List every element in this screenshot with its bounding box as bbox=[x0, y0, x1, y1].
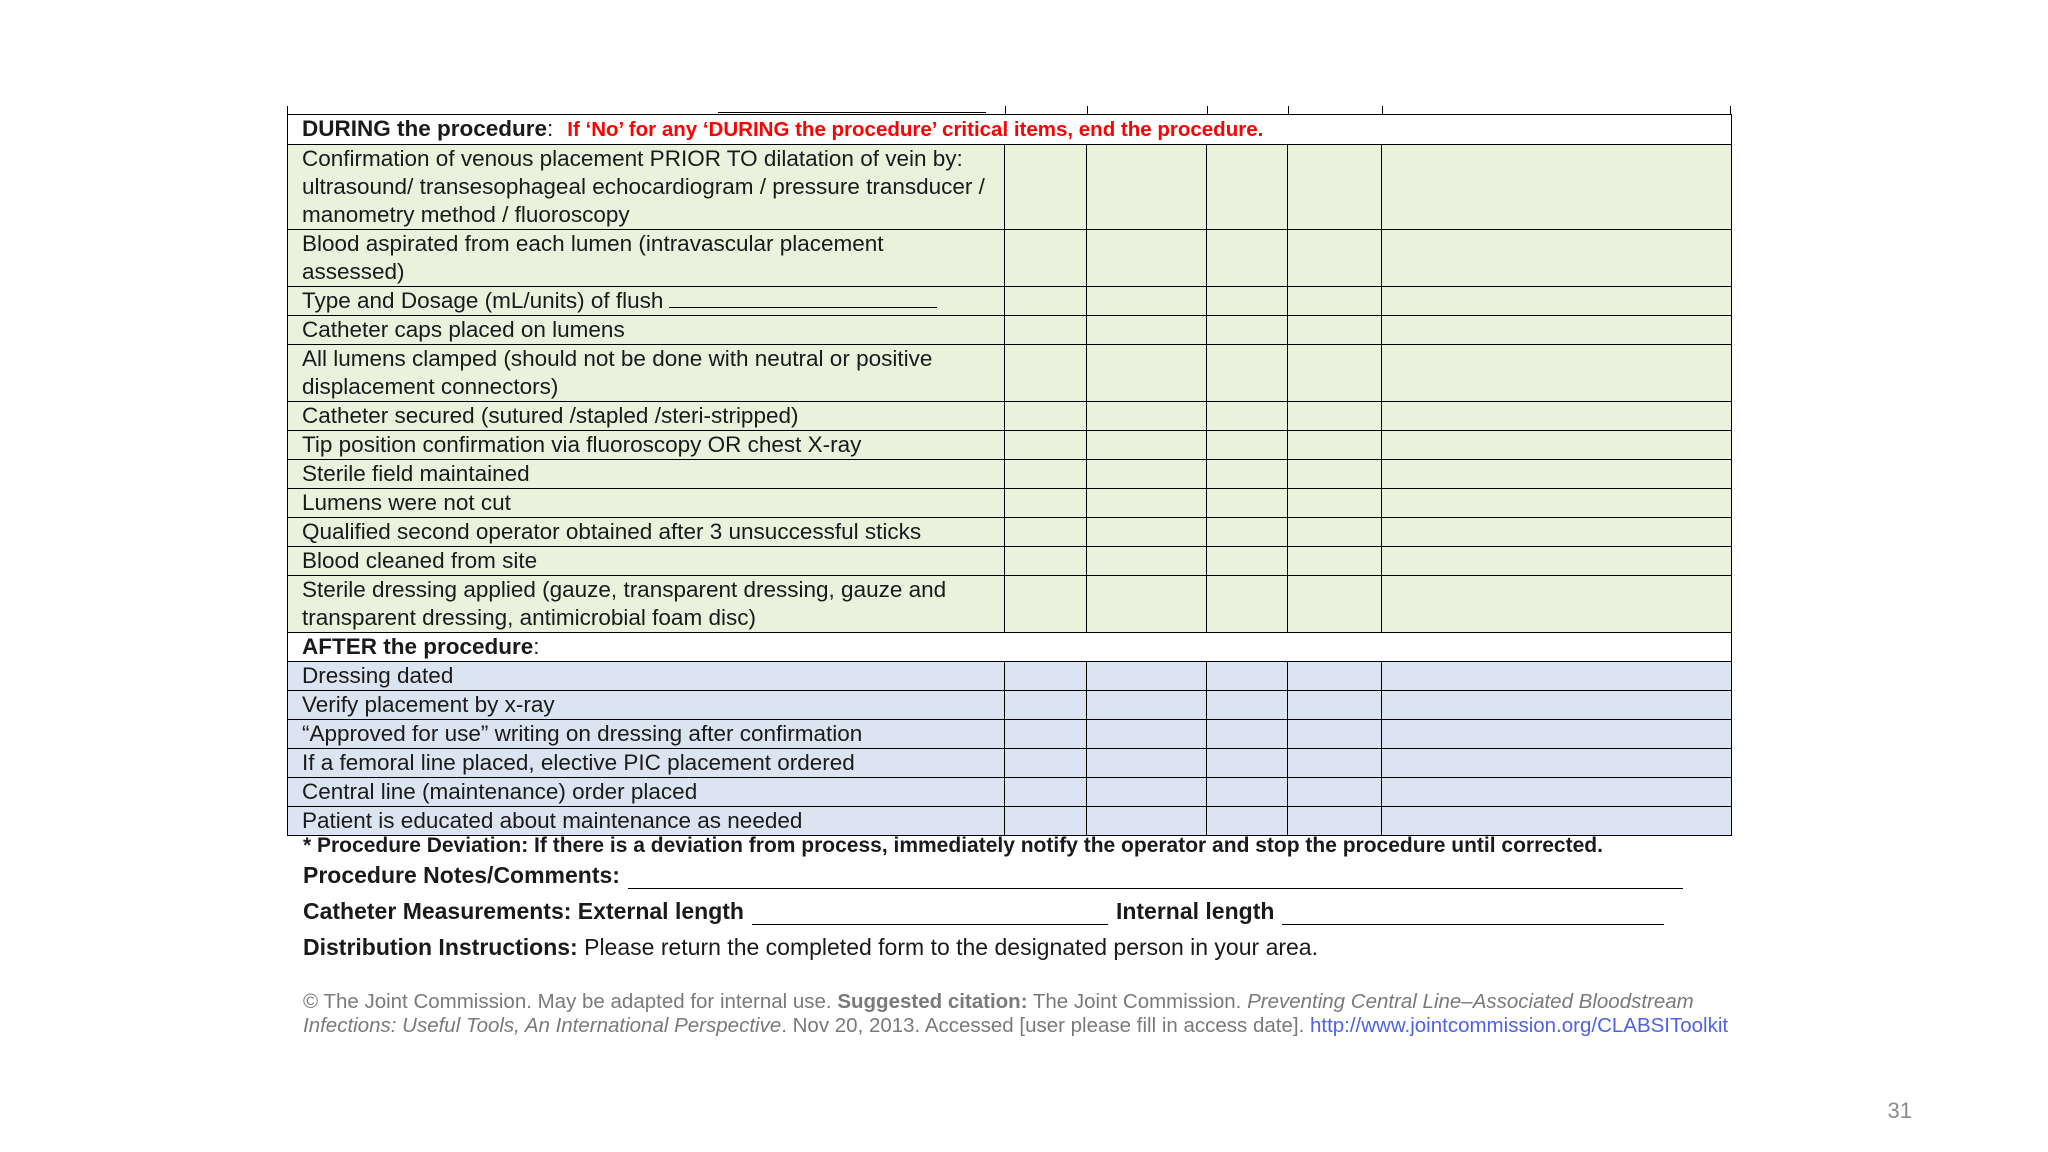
check-cell[interactable] bbox=[1087, 720, 1207, 749]
citation-label: Suggested citation: bbox=[837, 990, 1028, 1013]
check-cell[interactable] bbox=[1087, 287, 1207, 316]
check-cell[interactable] bbox=[1207, 460, 1288, 489]
check-cell[interactable] bbox=[1288, 460, 1382, 489]
check-cell[interactable] bbox=[1005, 576, 1087, 633]
check-cell[interactable] bbox=[1382, 316, 1732, 345]
after-section-title: AFTER the procedure bbox=[302, 634, 534, 659]
table-row bbox=[288, 547, 1732, 576]
check-cell[interactable] bbox=[1207, 691, 1288, 720]
check-cell[interactable] bbox=[1207, 720, 1288, 749]
item-label: Verify placement by x-ray bbox=[302, 692, 555, 717]
check-cell[interactable] bbox=[1382, 460, 1732, 489]
check-cell[interactable] bbox=[1382, 518, 1732, 547]
item-label: If a femoral line placed, elective PIC placement ordered bbox=[302, 750, 855, 775]
check-cell[interactable] bbox=[1207, 576, 1288, 633]
check-cell[interactable] bbox=[1087, 402, 1207, 431]
check-cell[interactable] bbox=[1005, 662, 1087, 691]
check-cell[interactable] bbox=[1207, 230, 1288, 287]
check-cell[interactable] bbox=[1288, 807, 1382, 836]
check-cell[interactable] bbox=[1005, 691, 1087, 720]
table-row bbox=[288, 518, 1732, 547]
check-cell[interactable] bbox=[1087, 316, 1207, 345]
table-row bbox=[288, 662, 1732, 691]
item-label: Blood cleaned from site bbox=[302, 548, 538, 573]
citation-date: . Nov 20, 2013. Accessed [user please fill in access date]. bbox=[781, 1014, 1310, 1037]
external-length-field[interactable] bbox=[752, 902, 1108, 925]
column-tick bbox=[1288, 106, 1289, 114]
check-cell[interactable] bbox=[1288, 749, 1382, 778]
check-cell[interactable] bbox=[1087, 230, 1207, 287]
fill-line bbox=[718, 112, 986, 113]
check-cell[interactable] bbox=[1005, 230, 1087, 287]
item-cell bbox=[288, 720, 1005, 749]
during-section-colon: : bbox=[547, 116, 554, 141]
internal-length-label: Internal length bbox=[1115, 898, 1275, 924]
during-section-header bbox=[288, 115, 1732, 145]
check-cell[interactable] bbox=[1288, 518, 1382, 547]
column-tick bbox=[1382, 106, 1383, 114]
item-cell bbox=[288, 807, 1005, 836]
check-cell[interactable] bbox=[1005, 287, 1087, 316]
check-cell[interactable] bbox=[1207, 489, 1288, 518]
procedure-deviation-note: * Procedure Deviation: If there is a deviation from process, immediately notify the operator and stop the procedure until corrected. bbox=[303, 834, 1603, 857]
check-cell[interactable] bbox=[1087, 576, 1207, 633]
table-row bbox=[288, 287, 1732, 316]
check-cell[interactable] bbox=[1288, 662, 1382, 691]
item-label: Tip position confirmation via fluoroscopy OR chest X-ray bbox=[302, 432, 862, 457]
check-cell[interactable] bbox=[1288, 691, 1382, 720]
check-cell[interactable] bbox=[1288, 431, 1382, 460]
check-cell[interactable] bbox=[1288, 287, 1382, 316]
item-cell bbox=[288, 749, 1005, 778]
check-cell[interactable] bbox=[1382, 547, 1732, 576]
check-cell[interactable] bbox=[1005, 807, 1087, 836]
check-cell[interactable] bbox=[1207, 345, 1288, 402]
check-cell[interactable] bbox=[1087, 662, 1207, 691]
table-row bbox=[288, 749, 1732, 778]
item-cell bbox=[288, 345, 1005, 402]
item-label: Lumens were not cut bbox=[302, 490, 511, 515]
check-cell[interactable] bbox=[1382, 489, 1732, 518]
procedure-checklist-table bbox=[287, 114, 1732, 836]
table-row bbox=[288, 402, 1732, 431]
check-cell[interactable] bbox=[1207, 402, 1288, 431]
check-cell[interactable] bbox=[1288, 345, 1382, 402]
check-cell[interactable] bbox=[1288, 402, 1382, 431]
previous-section-edge bbox=[287, 106, 1731, 114]
table-row bbox=[288, 691, 1732, 720]
table-row bbox=[288, 576, 1732, 633]
item-cell bbox=[288, 145, 1005, 230]
after-section-header-cell bbox=[288, 633, 1732, 662]
item-cell bbox=[288, 431, 1005, 460]
check-cell[interactable] bbox=[1087, 460, 1207, 489]
check-cell[interactable] bbox=[1005, 460, 1087, 489]
during-section-header-cell bbox=[288, 115, 1732, 145]
check-cell[interactable] bbox=[1005, 145, 1087, 230]
item-label: Patient is educated about maintenance as needed bbox=[302, 808, 803, 833]
check-cell[interactable] bbox=[1207, 749, 1288, 778]
item-label: All lumens clamped (should not be done with neutral or positive displacement connectors) bbox=[302, 346, 933, 399]
column-tick bbox=[1005, 106, 1006, 114]
item-cell bbox=[288, 778, 1005, 807]
check-cell[interactable] bbox=[1382, 807, 1732, 836]
during-section-title: DURING the procedure bbox=[302, 116, 548, 141]
item-cell bbox=[288, 576, 1005, 633]
after-section-header bbox=[288, 633, 1732, 662]
check-cell[interactable] bbox=[1087, 691, 1207, 720]
internal-length-field[interactable] bbox=[1282, 902, 1664, 925]
check-cell[interactable] bbox=[1207, 547, 1288, 576]
check-cell[interactable] bbox=[1207, 316, 1288, 345]
column-tick bbox=[1207, 106, 1208, 114]
item-cell bbox=[288, 518, 1005, 547]
flush-dosage-field[interactable] bbox=[669, 289, 937, 308]
check-cell[interactable] bbox=[1288, 230, 1382, 287]
procedure-notes-row bbox=[303, 862, 1723, 889]
table-row bbox=[288, 720, 1732, 749]
check-cell[interactable] bbox=[1382, 778, 1732, 807]
check-cell[interactable] bbox=[1087, 518, 1207, 547]
table-row bbox=[288, 489, 1732, 518]
check-cell[interactable] bbox=[1207, 518, 1288, 547]
procedure-notes-field[interactable] bbox=[628, 866, 1683, 889]
toolkit-link[interactable]: http://www.jointcommission.org/CLABSIToolkit bbox=[1309, 1014, 1729, 1037]
copyright-text: © The Joint Commission. May be adapted for internal use. bbox=[303, 990, 838, 1013]
item-label: Central line (maintenance) order placed bbox=[302, 779, 698, 804]
check-cell[interactable] bbox=[1207, 807, 1288, 836]
item-cell bbox=[288, 662, 1005, 691]
check-cell[interactable] bbox=[1288, 778, 1382, 807]
citation-author: The Joint Commission. bbox=[1027, 990, 1248, 1013]
item-label: Sterile dressing applied (gauze, transparent dressing, gauze and transparent dressing, antimicrobial foam disc) bbox=[302, 577, 947, 630]
check-cell[interactable] bbox=[1005, 720, 1087, 749]
check-cell[interactable] bbox=[1087, 145, 1207, 230]
item-label: Sterile field maintained bbox=[302, 461, 530, 486]
item-cell bbox=[288, 402, 1005, 431]
check-cell[interactable] bbox=[1005, 749, 1087, 778]
item-cell bbox=[288, 316, 1005, 345]
catheter-measurements-row bbox=[303, 898, 1723, 925]
check-cell[interactable] bbox=[1207, 778, 1288, 807]
table-row bbox=[288, 230, 1732, 287]
table-row bbox=[288, 316, 1732, 345]
external-length-label: Catheter Measurements: External length bbox=[303, 898, 744, 924]
check-cell[interactable] bbox=[1288, 576, 1382, 633]
check-cell[interactable] bbox=[1005, 547, 1087, 576]
item-label: Dressing dated bbox=[302, 663, 454, 688]
check-cell[interactable] bbox=[1087, 345, 1207, 402]
check-cell[interactable] bbox=[1382, 230, 1732, 287]
check-cell[interactable] bbox=[1288, 547, 1382, 576]
column-tick bbox=[1087, 106, 1088, 114]
check-cell[interactable] bbox=[1288, 145, 1382, 230]
check-cell[interactable] bbox=[1207, 662, 1288, 691]
item-cell bbox=[288, 230, 1005, 287]
check-cell[interactable] bbox=[1288, 720, 1382, 749]
item-cell bbox=[288, 547, 1005, 576]
check-cell[interactable] bbox=[1207, 145, 1288, 230]
item-cell bbox=[288, 489, 1005, 518]
check-cell[interactable] bbox=[1382, 691, 1732, 720]
check-cell[interactable] bbox=[1207, 431, 1288, 460]
check-cell[interactable] bbox=[1382, 287, 1732, 316]
check-cell[interactable] bbox=[1005, 518, 1087, 547]
check-cell[interactable] bbox=[1382, 749, 1732, 778]
during-critical-note: If ‘No’ for any ‘DURING the procedure’ critical items, end the procedure. bbox=[567, 118, 1264, 141]
item-label: Confirmation of venous placement PRIOR TO dilatation of vein by: ultrasound/ transesophageal echocardiogram / pressure transducer / manometry method / fluoroscopy bbox=[302, 146, 985, 227]
procedure-notes-label: Procedure Notes/Comments: bbox=[303, 862, 620, 888]
item-label: “Approved for use” writing on dressing after confirmation bbox=[302, 721, 863, 746]
check-cell[interactable] bbox=[1382, 576, 1732, 633]
check-cell[interactable] bbox=[1382, 145, 1732, 230]
check-cell[interactable] bbox=[1087, 749, 1207, 778]
table-row bbox=[288, 460, 1732, 489]
item-label: Catheter secured (sutured /stapled /steri-stripped) bbox=[302, 403, 799, 428]
table-row bbox=[288, 778, 1732, 807]
table-row bbox=[288, 345, 1732, 402]
table-row bbox=[288, 431, 1732, 460]
check-cell[interactable] bbox=[1087, 807, 1207, 836]
check-cell[interactable] bbox=[1005, 345, 1087, 402]
check-cell[interactable] bbox=[1382, 662, 1732, 691]
citation-footer bbox=[303, 990, 1783, 1038]
check-cell[interactable] bbox=[1382, 345, 1732, 402]
check-cell[interactable] bbox=[1087, 547, 1207, 576]
distribution-label: Distribution Instructions: bbox=[303, 934, 578, 960]
table-row bbox=[288, 145, 1732, 230]
item-label: Blood aspirated from each lumen (intravascular placement assessed) bbox=[302, 231, 884, 284]
distribution-instructions bbox=[303, 934, 1723, 961]
check-cell[interactable] bbox=[1288, 316, 1382, 345]
item-cell bbox=[288, 287, 1005, 316]
item-label: Catheter caps placed on lumens bbox=[302, 317, 625, 342]
check-cell[interactable] bbox=[1005, 778, 1087, 807]
table-row bbox=[288, 807, 1732, 836]
citation-title: Preventing Central Line–Associated Bloodstream Infections: Useful Tools, An International Perspective bbox=[303, 990, 1694, 1037]
item-cell bbox=[288, 460, 1005, 489]
check-cell[interactable] bbox=[1087, 489, 1207, 518]
item-label: Type and Dosage (mL/units) of flush bbox=[302, 288, 664, 313]
check-cell[interactable] bbox=[1005, 316, 1087, 345]
check-cell[interactable] bbox=[1087, 778, 1207, 807]
check-cell[interactable] bbox=[1005, 402, 1087, 431]
check-cell[interactable] bbox=[1382, 431, 1732, 460]
item-label: Qualified second operator obtained after 3 unsuccessful sticks bbox=[302, 519, 922, 544]
check-cell[interactable] bbox=[1005, 431, 1087, 460]
check-cell[interactable] bbox=[1382, 720, 1732, 749]
checklist-sheet bbox=[287, 106, 1731, 836]
after-section-colon: : bbox=[533, 634, 540, 659]
distribution-text: Please return the completed form to the designated person in your area. bbox=[577, 934, 1318, 960]
check-cell[interactable] bbox=[1005, 489, 1087, 518]
check-cell[interactable] bbox=[1382, 402, 1732, 431]
check-cell[interactable] bbox=[1087, 431, 1207, 460]
item-cell bbox=[288, 691, 1005, 720]
page-number: 31 bbox=[1887, 1098, 1912, 1123]
check-cell[interactable] bbox=[1207, 287, 1288, 316]
check-cell[interactable] bbox=[1288, 489, 1382, 518]
